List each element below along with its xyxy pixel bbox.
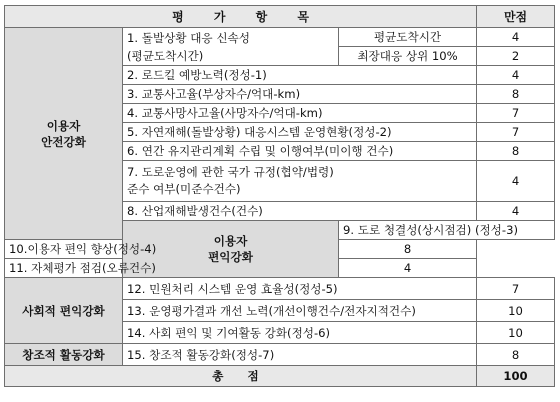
category-label: 이용자 편익강화 <box>208 234 253 264</box>
score-cell: 7 <box>477 278 555 300</box>
header-item: 평 가 항 목 <box>5 6 477 28</box>
score-cell: 4 <box>477 28 555 47</box>
total-label: 총 점 <box>5 366 477 387</box>
score-cell: 2 <box>477 47 555 66</box>
table-row <box>5 278 555 300</box>
score-cell: 10 <box>477 300 555 322</box>
category-label: 창조적 활동강화 <box>22 347 105 362</box>
score-cell: 7 <box>477 123 555 142</box>
score-cell: 8 <box>477 344 555 366</box>
score-cell: 4 <box>477 66 555 85</box>
item-cell: 13. 운영평가결과 개선 노력(개선이행건수/전자지적건수) <box>123 300 477 322</box>
score-cell: 7 <box>477 104 555 123</box>
item-cell: 6. 연간 유지관리계획 수립 및 이행여부(미이행 건수) <box>123 142 477 161</box>
category-label: 이용자 안전강화 <box>41 118 86 149</box>
score-cell: 8 <box>477 85 555 104</box>
score-cell: 8 <box>477 142 555 161</box>
item-cell: 11. 자체평가 점검(오류건수) <box>5 259 339 278</box>
header-score: 만점 <box>477 6 555 28</box>
category-cell <box>5 344 123 366</box>
sub-item-cell: 평균도착시간 <box>339 28 477 47</box>
item-cell: 1. 돌발상황 대응 신속성 (평균도착시간) <box>123 28 339 66</box>
item-cell: 8. 산업재해발생건수(건수) <box>123 202 477 221</box>
evaluation-table <box>4 5 555 387</box>
score-cell: 8 <box>339 240 477 259</box>
total-row <box>5 366 555 387</box>
total-score: 100 <box>477 366 555 387</box>
item-cell: 10.이용자 편익 향상(정성-4) <box>5 240 339 259</box>
item-cell: 4. 교통사망사고율(사망자수/억대-km) <box>123 104 477 123</box>
category-cell <box>5 278 123 344</box>
score-cell: 10 <box>477 322 555 344</box>
table-row <box>5 344 555 366</box>
item-cell: 2. 로드킬 예방노력(정성-1) <box>123 66 477 85</box>
item-cell: 5. 자연재해(돌발상황) 대응시스템 운영현황(정성-2) <box>123 123 477 142</box>
item-cell: 12. 민원처리 시스템 운영 효율성(정성-5) <box>123 278 477 300</box>
score-cell: 4 <box>477 202 555 221</box>
table-row <box>5 240 555 259</box>
table-row <box>5 28 555 47</box>
category-cell <box>5 28 123 240</box>
score-cell: 4 <box>339 259 477 278</box>
item-cell: 3. 교통사고율(부상자수/억대-km) <box>123 85 477 104</box>
table-header-row <box>5 6 555 28</box>
item-cell: 9. 도로 청결성(상시점검) (정성-3) <box>339 221 555 240</box>
category-label: 사회적 편익강화 <box>22 303 105 318</box>
sub-item-cell: 최장대응 상위 10% <box>339 47 477 66</box>
score-cell: 4 <box>477 161 555 202</box>
item-cell: 14. 사회 편익 및 기여활동 강화(정성-6) <box>123 322 477 344</box>
item-cell: 15. 창조적 활동강화(정성-7) <box>123 344 477 366</box>
item-cell: 7. 도로운영에 관한 국가 규정(협약/법령) 준수 여부(미준수건수) <box>123 161 477 202</box>
table-row <box>5 259 555 278</box>
